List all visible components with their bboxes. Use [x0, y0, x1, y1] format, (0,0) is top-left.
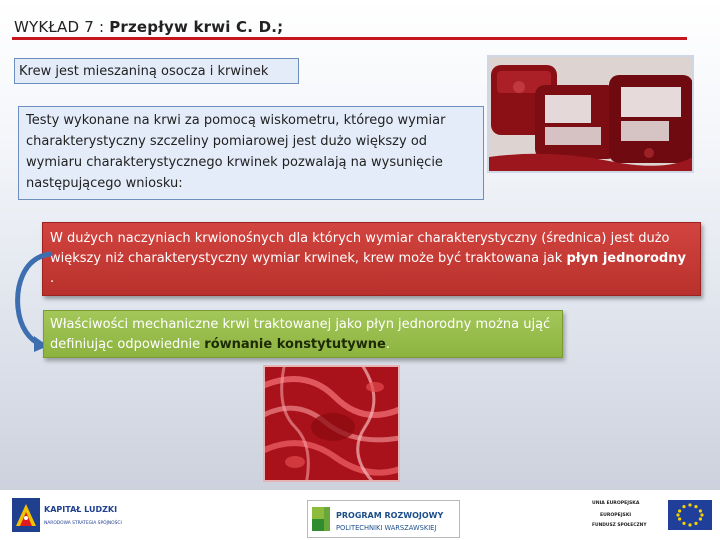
conclusion-text-bold: płyn jednorodny [566, 251, 686, 266]
eu-fund-line2: EUROPEJSKI [600, 513, 632, 518]
slide-title-prefix: WYKŁAD 7 : [14, 18, 110, 36]
slide-title [14, 18, 283, 36]
conclusion-text-after: . [50, 271, 55, 286]
eu-fund-line1: UNIA EUROPEJSKA [592, 501, 640, 506]
conclusion-box [42, 222, 701, 296]
blood-cells-photo [263, 365, 400, 482]
kapital-ludzki-subtitle: NARODOWA STRATEGIA SPÓJNOŚCI [44, 521, 122, 526]
conclusion-text-before: W dużych naczyniach krwionośnych dla których wymiar charakterystyczny (średnica) jest dużo większy niż charakterystyczny wymiar krwinek, krew może być traktowana jak [50, 231, 670, 266]
blood-bags-photo [487, 55, 694, 173]
kapital-ludzki-logo [10, 494, 136, 536]
intro-box [14, 58, 299, 84]
tests-box [18, 106, 484, 200]
tests-text: Testy wykonane na krwi za pomocą wiskometru, którego wymiar charakterystyczny szczeliny pomiarowej jest dużo większy od wymiaru charakterystycznego krwinek pozwalają na wysunięcie następującego wniosku: [26, 113, 446, 191]
program-rozwojowy-title: PROGRAM ROZWOJOWY [336, 511, 444, 520]
intro-text: Krew jest mieszaniną osocza i krwinek [19, 64, 269, 79]
eu-fund-logo [592, 494, 714, 536]
slide-title-bold: Przepływ krwi C. D.; [109, 18, 284, 36]
kapital-ludzki-title: KAPITAŁ LUDZKI [44, 505, 118, 514]
program-rozwojowy-subtitle: POLITECHNIKI WARSZAWSKIEJ [336, 524, 437, 532]
properties-text-before: Właściwości mechaniczne krwi traktowanej jako płyn jednorodny można ująć definiując odpowiednie [50, 317, 551, 352]
program-rozwojowy-logo [307, 500, 460, 538]
properties-box [43, 310, 563, 358]
properties-text-bold: równanie konstytutywne [204, 337, 386, 352]
eu-fund-line3: FUNDUSZ SPOŁECZNY [592, 523, 647, 528]
properties-text-after: . [385, 337, 391, 352]
title-underline [12, 37, 687, 40]
